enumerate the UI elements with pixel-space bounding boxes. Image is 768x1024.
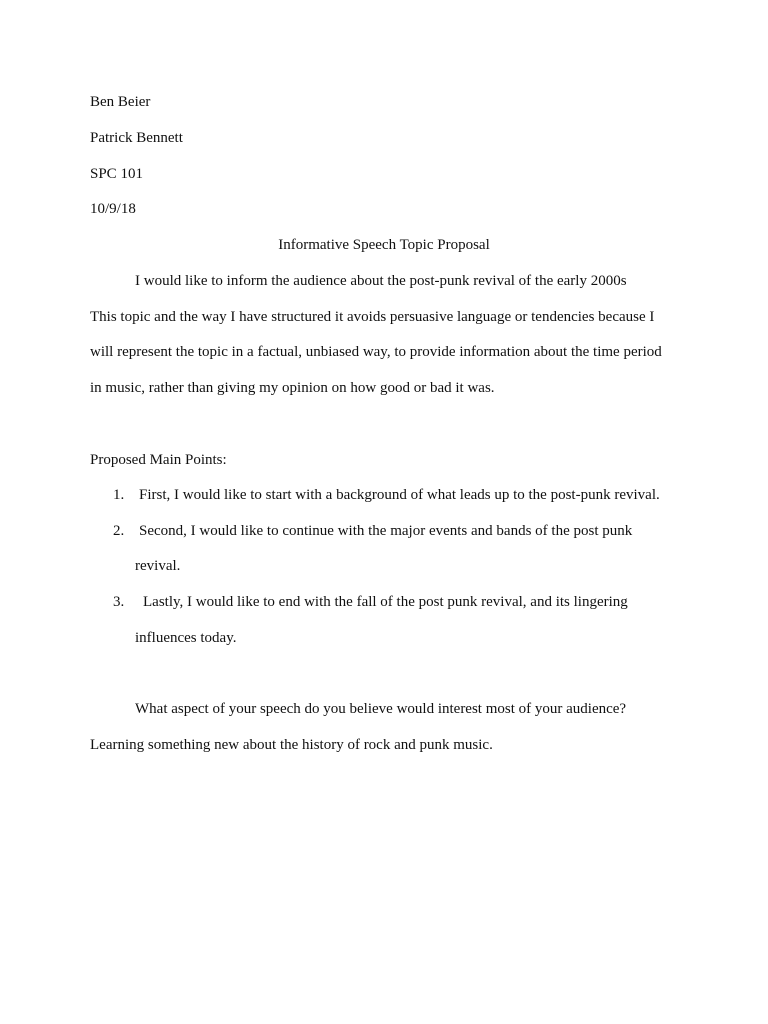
question-prompt: What aspect of your speech do you believe would interest most of your audience? <box>135 701 627 717</box>
intro-line-4: in music, rather than giving my opinion on how good or bad it was. <box>90 380 495 396</box>
course-code: SPC 101 <box>90 166 143 182</box>
list-item-number: 3. <box>113 594 125 610</box>
document-date: 10/9/18 <box>90 201 136 217</box>
list-item-text: First, I would like to start with a background of what leads up to the post-punk revival. <box>139 487 660 503</box>
list-item-text-continued: revival. <box>135 558 181 574</box>
document-title: Informative Speech Topic Proposal <box>278 237 490 253</box>
list-item-number: 2. <box>113 523 125 539</box>
list-item-text: Lastly, I would like to end with the fall of the post punk revival, and its lingering <box>143 594 628 610</box>
intro-line-1: I would like to inform the audience about the post-punk revival of the early 2000s <box>135 273 627 289</box>
list-item-number: 1. <box>113 487 125 503</box>
instructor-name: Patrick Bennett <box>90 130 183 146</box>
main-points-heading: Proposed Main Points: <box>90 452 227 468</box>
intro-line-3: will represent the topic in a factual, unbiased way, to provide information about the time period <box>90 344 662 360</box>
list-item-text: Second, I would like to continue with the major events and bands of the post punk <box>139 523 633 539</box>
question-answer: Learning something new about the history of rock and punk music. <box>90 737 493 753</box>
author-name: Ben Beier <box>90 94 151 110</box>
intro-line-2: This topic and the way I have structured it avoids persuasive language or tendencies because I <box>90 309 655 325</box>
list-item-text-continued: influences today. <box>135 630 237 646</box>
